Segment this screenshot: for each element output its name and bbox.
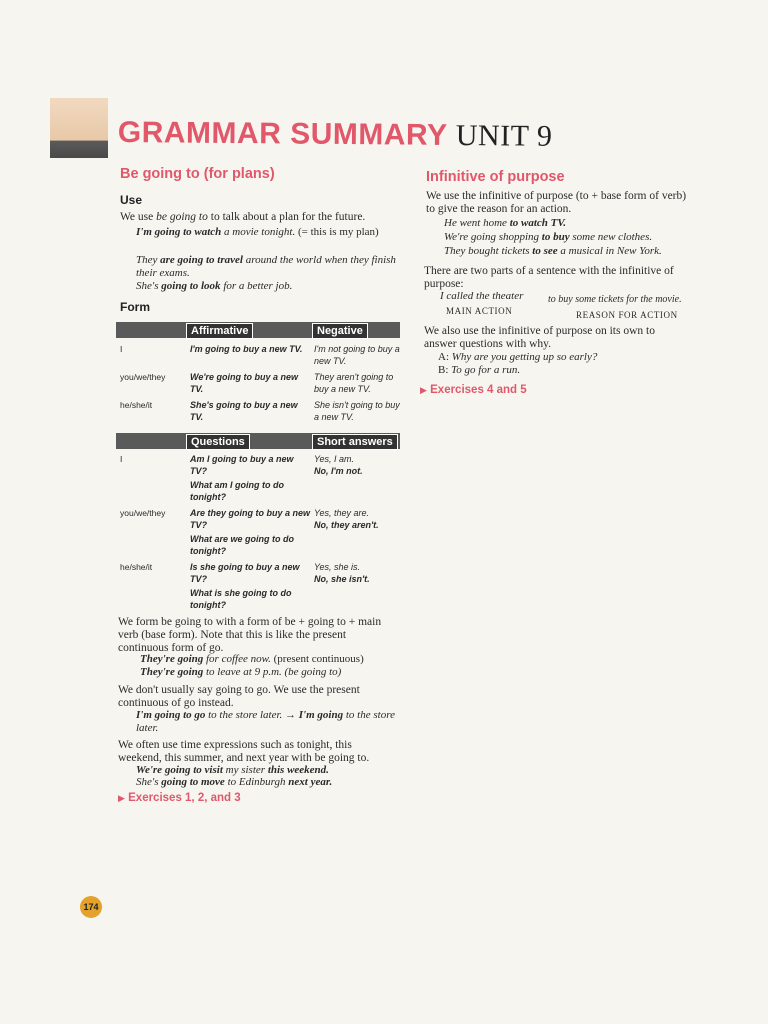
purpose-example-2: We're going shopping to buy some new clothes.	[444, 231, 653, 243]
page-number-badge: 174	[80, 896, 102, 918]
table-header	[116, 322, 400, 338]
table-row: I Am I going to buy a new TV? What am I going to do tonight? Yes, I am. No, I'm not.	[120, 454, 363, 502]
form-example-2: They're going to leave at 9 p.m. (be going to)	[140, 666, 342, 678]
reason-example: to buy some tickets for the movie.	[548, 294, 682, 305]
going-to-go-example: I'm going to go to the store later. → I'm going to the store later.	[136, 709, 395, 734]
time-expressions-paragraph: We often use time expressions such as tonight, this weekend, this summer, and next year with be going to.	[118, 739, 370, 764]
table-row: you/we/they Are they going to buy a new TV? What are we going to do tonight? Yes, they are. No, they aren't.	[120, 508, 379, 556]
table-row: you/we/they We're going to buy a new TV. They aren't going to buy a new TV.	[120, 372, 394, 394]
negative-header: Negative	[312, 323, 368, 339]
page-title	[118, 116, 553, 154]
short-answers-header: Short answers	[312, 434, 398, 450]
questions-answers-table	[116, 433, 400, 615]
triangle-right-icon: ▶	[118, 793, 125, 803]
use-example-1: I'm going to watch a movie tonight. (= this is my plan)	[136, 226, 379, 238]
qa-line-b: B: To go for a run.	[438, 364, 521, 376]
unit-label: UNIT 9	[455, 118, 553, 153]
main-action-label: MAIN ACTION	[446, 306, 513, 316]
use-example-2: They are going to travel around the world when they finish their exams.	[136, 254, 396, 279]
purpose-example-1: He went home to watch TV.	[444, 217, 567, 229]
affirmative-negative-table	[116, 322, 400, 427]
purpose-example-3: They bought tickets to see a musical in New York.	[444, 245, 662, 257]
form-heading: Form	[120, 300, 150, 314]
purpose-intro: We use the infinitive of purpose (to + base form of verb) to give the reason for an action.	[426, 190, 687, 215]
unit-tab-decoration	[50, 98, 108, 158]
qa-line-a: A: Why are you getting up so early?	[438, 351, 598, 363]
title-text: GRAMMAR SUMMARY	[117, 116, 448, 152]
time-example-2: She's going to move to Edinburgh next year.	[136, 776, 333, 788]
two-parts-paragraph: There are two parts of a sentence with the infinitive of purpose:	[424, 265, 674, 290]
time-example-1: We're going to visit my sister this weekend.	[136, 764, 329, 776]
exercises-1-2-3-link[interactable]: ▶ Exercises 1, 2, and 3	[118, 792, 241, 804]
form-example-1: They're going for coffee now. (present continuous)	[140, 653, 364, 665]
table-header	[116, 433, 400, 449]
right-heading: Infinitive of purpose	[426, 169, 565, 185]
main-action-example: I called the theater	[440, 290, 524, 302]
exercises-4-5-link[interactable]: ▶ Exercises 4 and 5	[420, 384, 527, 396]
form-paragraph: We form be going to with a form of be + going to + main verb (base form). Note that this is like the present continuous form of go.	[118, 616, 382, 654]
triangle-right-icon: ▶	[420, 385, 427, 395]
table-row: he/she/it Is she going to buy a new TV? What is she going to do tonight? Yes, she is. No, she isn't.	[120, 562, 370, 610]
left-heading: Be going to (for plans)	[120, 166, 275, 182]
use-example-3: She's going to look for a better job.	[136, 280, 293, 292]
why-paragraph: We also use the infinitive of purpose on its own to answer questions with why.	[424, 325, 655, 350]
table-row: he/she/it She's going to buy a new TV. She isn't going to buy a new TV.	[120, 400, 400, 422]
use-intro: We use be going to to talk about a plan for the future.	[120, 211, 366, 223]
affirmative-header: Affirmative	[186, 323, 253, 339]
table-row: I I'm going to buy a new TV. I'm not going to buy a new TV.	[120, 344, 400, 366]
going-to-go-paragraph: We don't usually say going to go. We use the present continuous of go instead.	[118, 684, 360, 709]
reason-label: REASON FOR ACTION	[576, 310, 678, 320]
questions-header: Questions	[186, 434, 250, 450]
use-heading: Use	[120, 193, 143, 207]
